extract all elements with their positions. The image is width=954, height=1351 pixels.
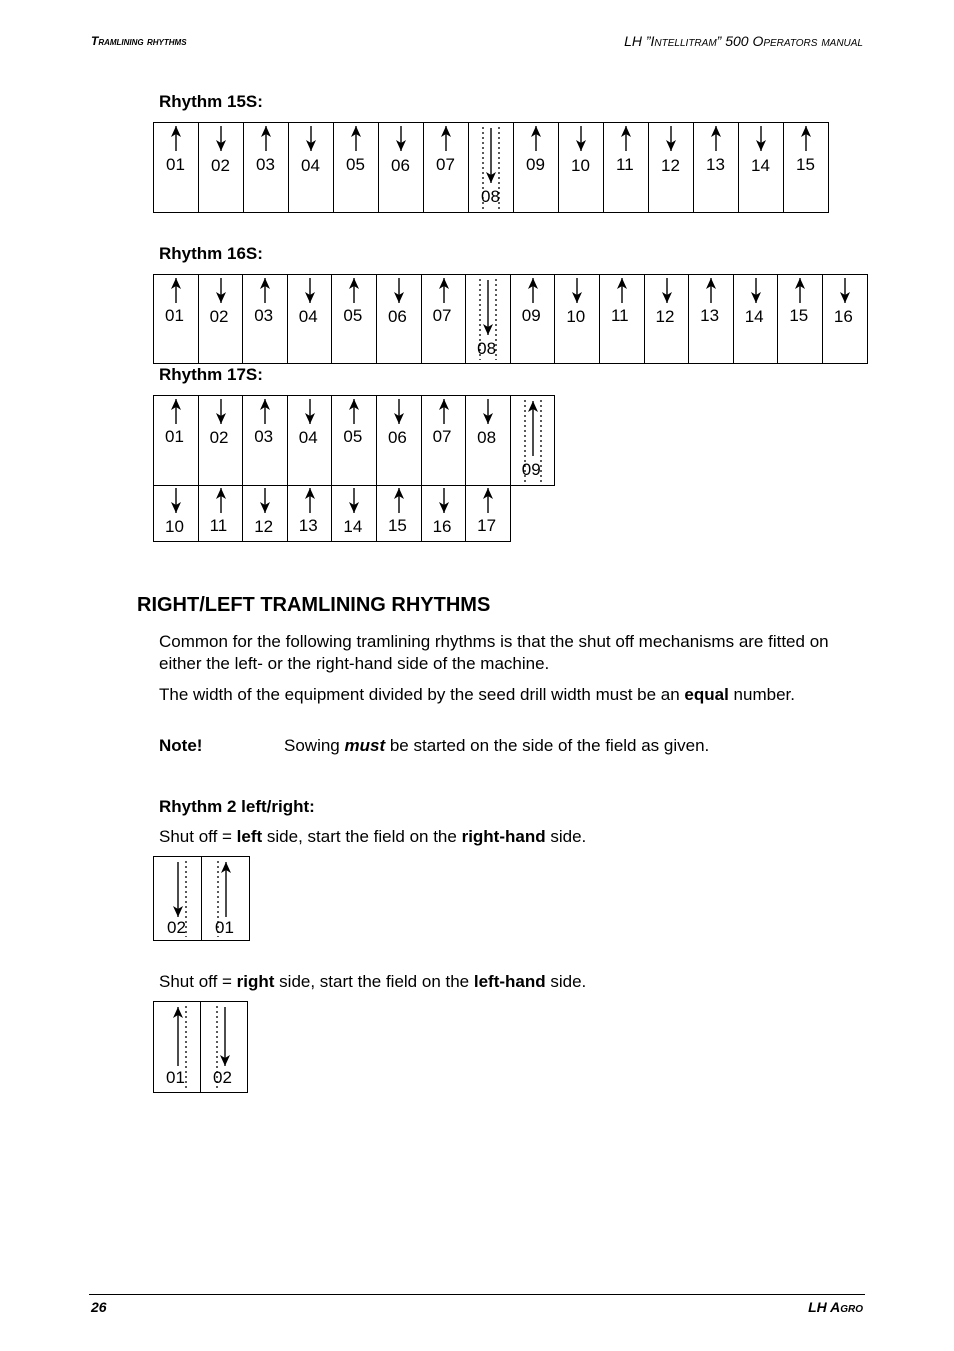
shutoff-right-text: Shut off = right side, start the field on the left-hand side. — [159, 972, 587, 991]
rhythm-cell — [243, 275, 288, 364]
cell-number: 01 — [215, 918, 234, 937]
rhythm-cell — [645, 275, 690, 364]
cell-number: 16 — [432, 517, 452, 536]
cell-number: 13 — [700, 306, 720, 325]
cell-number: 14 — [343, 517, 363, 536]
cell-number: 01 — [165, 306, 184, 325]
rhythm-15s-label: Rhythm 15S: — [159, 92, 263, 111]
rhythm-2-right-grid — [153, 1001, 248, 1093]
cell-number: 01 — [166, 155, 185, 174]
rhythm-cell — [422, 485, 467, 542]
rhythm-cell — [511, 396, 556, 486]
rhythm-cell — [154, 857, 202, 941]
rhythm-16s-label: Rhythm 16S: — [159, 244, 263, 263]
rhythm-15s-grid — [153, 122, 829, 213]
cell-number: 03 — [256, 155, 275, 174]
cell-number: 02 — [213, 1068, 232, 1087]
cell-number: 12 — [655, 307, 675, 326]
rhythm-cell — [377, 275, 422, 364]
rhythm-cell — [154, 275, 199, 364]
cell-number: 11 — [209, 516, 228, 535]
cell-number: 04 — [298, 307, 318, 326]
rhythm-cell — [332, 275, 377, 364]
cell-number: 12 — [661, 156, 680, 175]
cell-number: 12 — [254, 517, 274, 536]
note-text: Sowing must be started on the side of the field as given. — [284, 736, 710, 755]
rhythm-cell — [289, 123, 334, 213]
rhythm-cell — [334, 123, 379, 213]
cell-number: 07 — [432, 306, 452, 325]
rhythm-cell — [379, 123, 424, 213]
rhythm-cell — [511, 275, 556, 364]
cell-number: 08 — [477, 428, 497, 447]
cell-number: 14 — [744, 307, 764, 326]
cell-number: 03 — [254, 306, 274, 325]
rhythm-cell — [288, 396, 333, 486]
rhythm-cell — [784, 123, 829, 213]
cell-number: 07 — [432, 427, 452, 446]
cell-number: 05 — [343, 427, 363, 446]
rhythm-cell — [422, 396, 467, 486]
rhythm-cell — [201, 1002, 248, 1093]
rhythm-cell — [514, 123, 559, 213]
rhythm-cell — [734, 275, 779, 364]
running-header-left: Tramlining rhythms — [91, 34, 187, 48]
note-label: Note! — [159, 736, 203, 755]
rhythm-cell — [154, 485, 199, 542]
rhythm-17s-label: Rhythm 17S: — [159, 365, 263, 384]
cell-number: 01 — [165, 427, 184, 446]
rhythm-cell — [694, 123, 739, 213]
rhythm-cell — [199, 275, 244, 364]
rhythm-cell — [469, 123, 514, 213]
cell-number: 11 — [610, 306, 629, 325]
cell-number: 10 — [566, 307, 586, 326]
footer-rule — [89, 1294, 865, 1295]
rhythm-2-label: Rhythm 2 left/right: — [159, 797, 315, 816]
rhythm-cell — [466, 485, 511, 542]
rhythm-cell — [377, 396, 422, 486]
cell-number: 09 — [526, 155, 545, 174]
rhythm-cell — [466, 275, 511, 364]
cell-number: 02 — [211, 156, 230, 175]
cell-number: 15 — [387, 516, 407, 535]
rhythm-cell — [199, 485, 244, 542]
cell-number: 09 — [521, 460, 541, 479]
cell-number: 03 — [254, 427, 274, 446]
rhythm-cell — [424, 123, 469, 213]
cell-number: 06 — [387, 307, 407, 326]
cell-number: 13 — [706, 155, 725, 174]
cell-number: 02 — [209, 307, 229, 326]
rhythm-cell — [649, 123, 694, 213]
cell-number: 04 — [298, 428, 318, 447]
cell-number: 02 — [209, 428, 229, 447]
rhythm-cell — [689, 275, 734, 364]
cell-number: 06 — [387, 428, 407, 447]
footer-company: LH Agro — [808, 1299, 863, 1315]
rhythm-cell — [739, 123, 784, 213]
running-header-right: LH ”Intellitram” 500 Operators manual — [624, 33, 863, 49]
rhythm-17s-grid-row2 — [153, 485, 511, 542]
cell-number: 01 — [166, 1068, 185, 1087]
rhythm-cell — [243, 396, 288, 486]
cell-number: 02 — [167, 918, 186, 937]
rhythm-cell — [332, 396, 377, 486]
rhythm-cell — [604, 123, 649, 213]
rhythm-cell — [244, 123, 289, 213]
rhythm-cell — [154, 123, 199, 213]
cell-number: 14 — [751, 156, 770, 175]
intro-paragraph: Common for the following tramlining rhythms is that the shut off mechanisms are fitted on either the left- or the right-hand side of the machine. — [159, 632, 829, 673]
rhythm-2-left-grid — [153, 856, 250, 941]
rhythm-cell — [199, 396, 244, 486]
cell-number: 07 — [436, 155, 455, 174]
rhythm-cell — [823, 275, 868, 364]
cell-number: 10 — [571, 156, 590, 175]
cell-number: 08 — [481, 187, 500, 206]
rhythm-cell — [154, 396, 199, 486]
rhythm-cell — [288, 275, 333, 364]
section-title: RIGHT/LEFT TRAMLINING RHYTHMS — [137, 594, 491, 616]
width-paragraph: The width of the equipment divided by the seed drill width must be an equal number. — [159, 685, 795, 704]
rhythm-17s-grid-row1 — [153, 395, 555, 486]
cell-number: 11 — [616, 155, 634, 174]
page-number: 26 — [91, 1299, 107, 1315]
cell-number: 16 — [833, 307, 853, 326]
cell-number: 17 — [477, 516, 497, 535]
cell-number: 13 — [298, 516, 318, 535]
rhythm-cell — [559, 123, 604, 213]
rhythm-cell — [377, 485, 422, 542]
rhythm-cell — [555, 275, 600, 364]
cell-number: 05 — [343, 306, 363, 325]
cell-number: 08 — [477, 339, 497, 358]
cell-number: 04 — [301, 156, 320, 175]
rhythm-cell — [154, 1002, 201, 1093]
rhythm-cell — [600, 275, 645, 364]
rhythm-cell — [202, 857, 250, 941]
rhythm-cell — [422, 275, 467, 364]
rhythm-cell — [199, 123, 244, 213]
rhythm-cell — [243, 485, 288, 542]
cell-number: 06 — [391, 156, 410, 175]
rhythm-cell — [332, 485, 377, 542]
rhythm-cell — [778, 275, 823, 364]
rhythm-cell — [466, 396, 511, 486]
cell-number: 10 — [165, 517, 184, 536]
cell-number: 05 — [346, 155, 365, 174]
cell-number: 15 — [796, 155, 815, 174]
cell-number: 15 — [789, 306, 809, 325]
cell-number: 09 — [521, 306, 541, 325]
shutoff-left-text: Shut off = left side, start the field on the right-hand side. — [159, 827, 587, 846]
rhythm-cell — [288, 485, 333, 542]
rhythm-16s-grid — [153, 274, 868, 364]
